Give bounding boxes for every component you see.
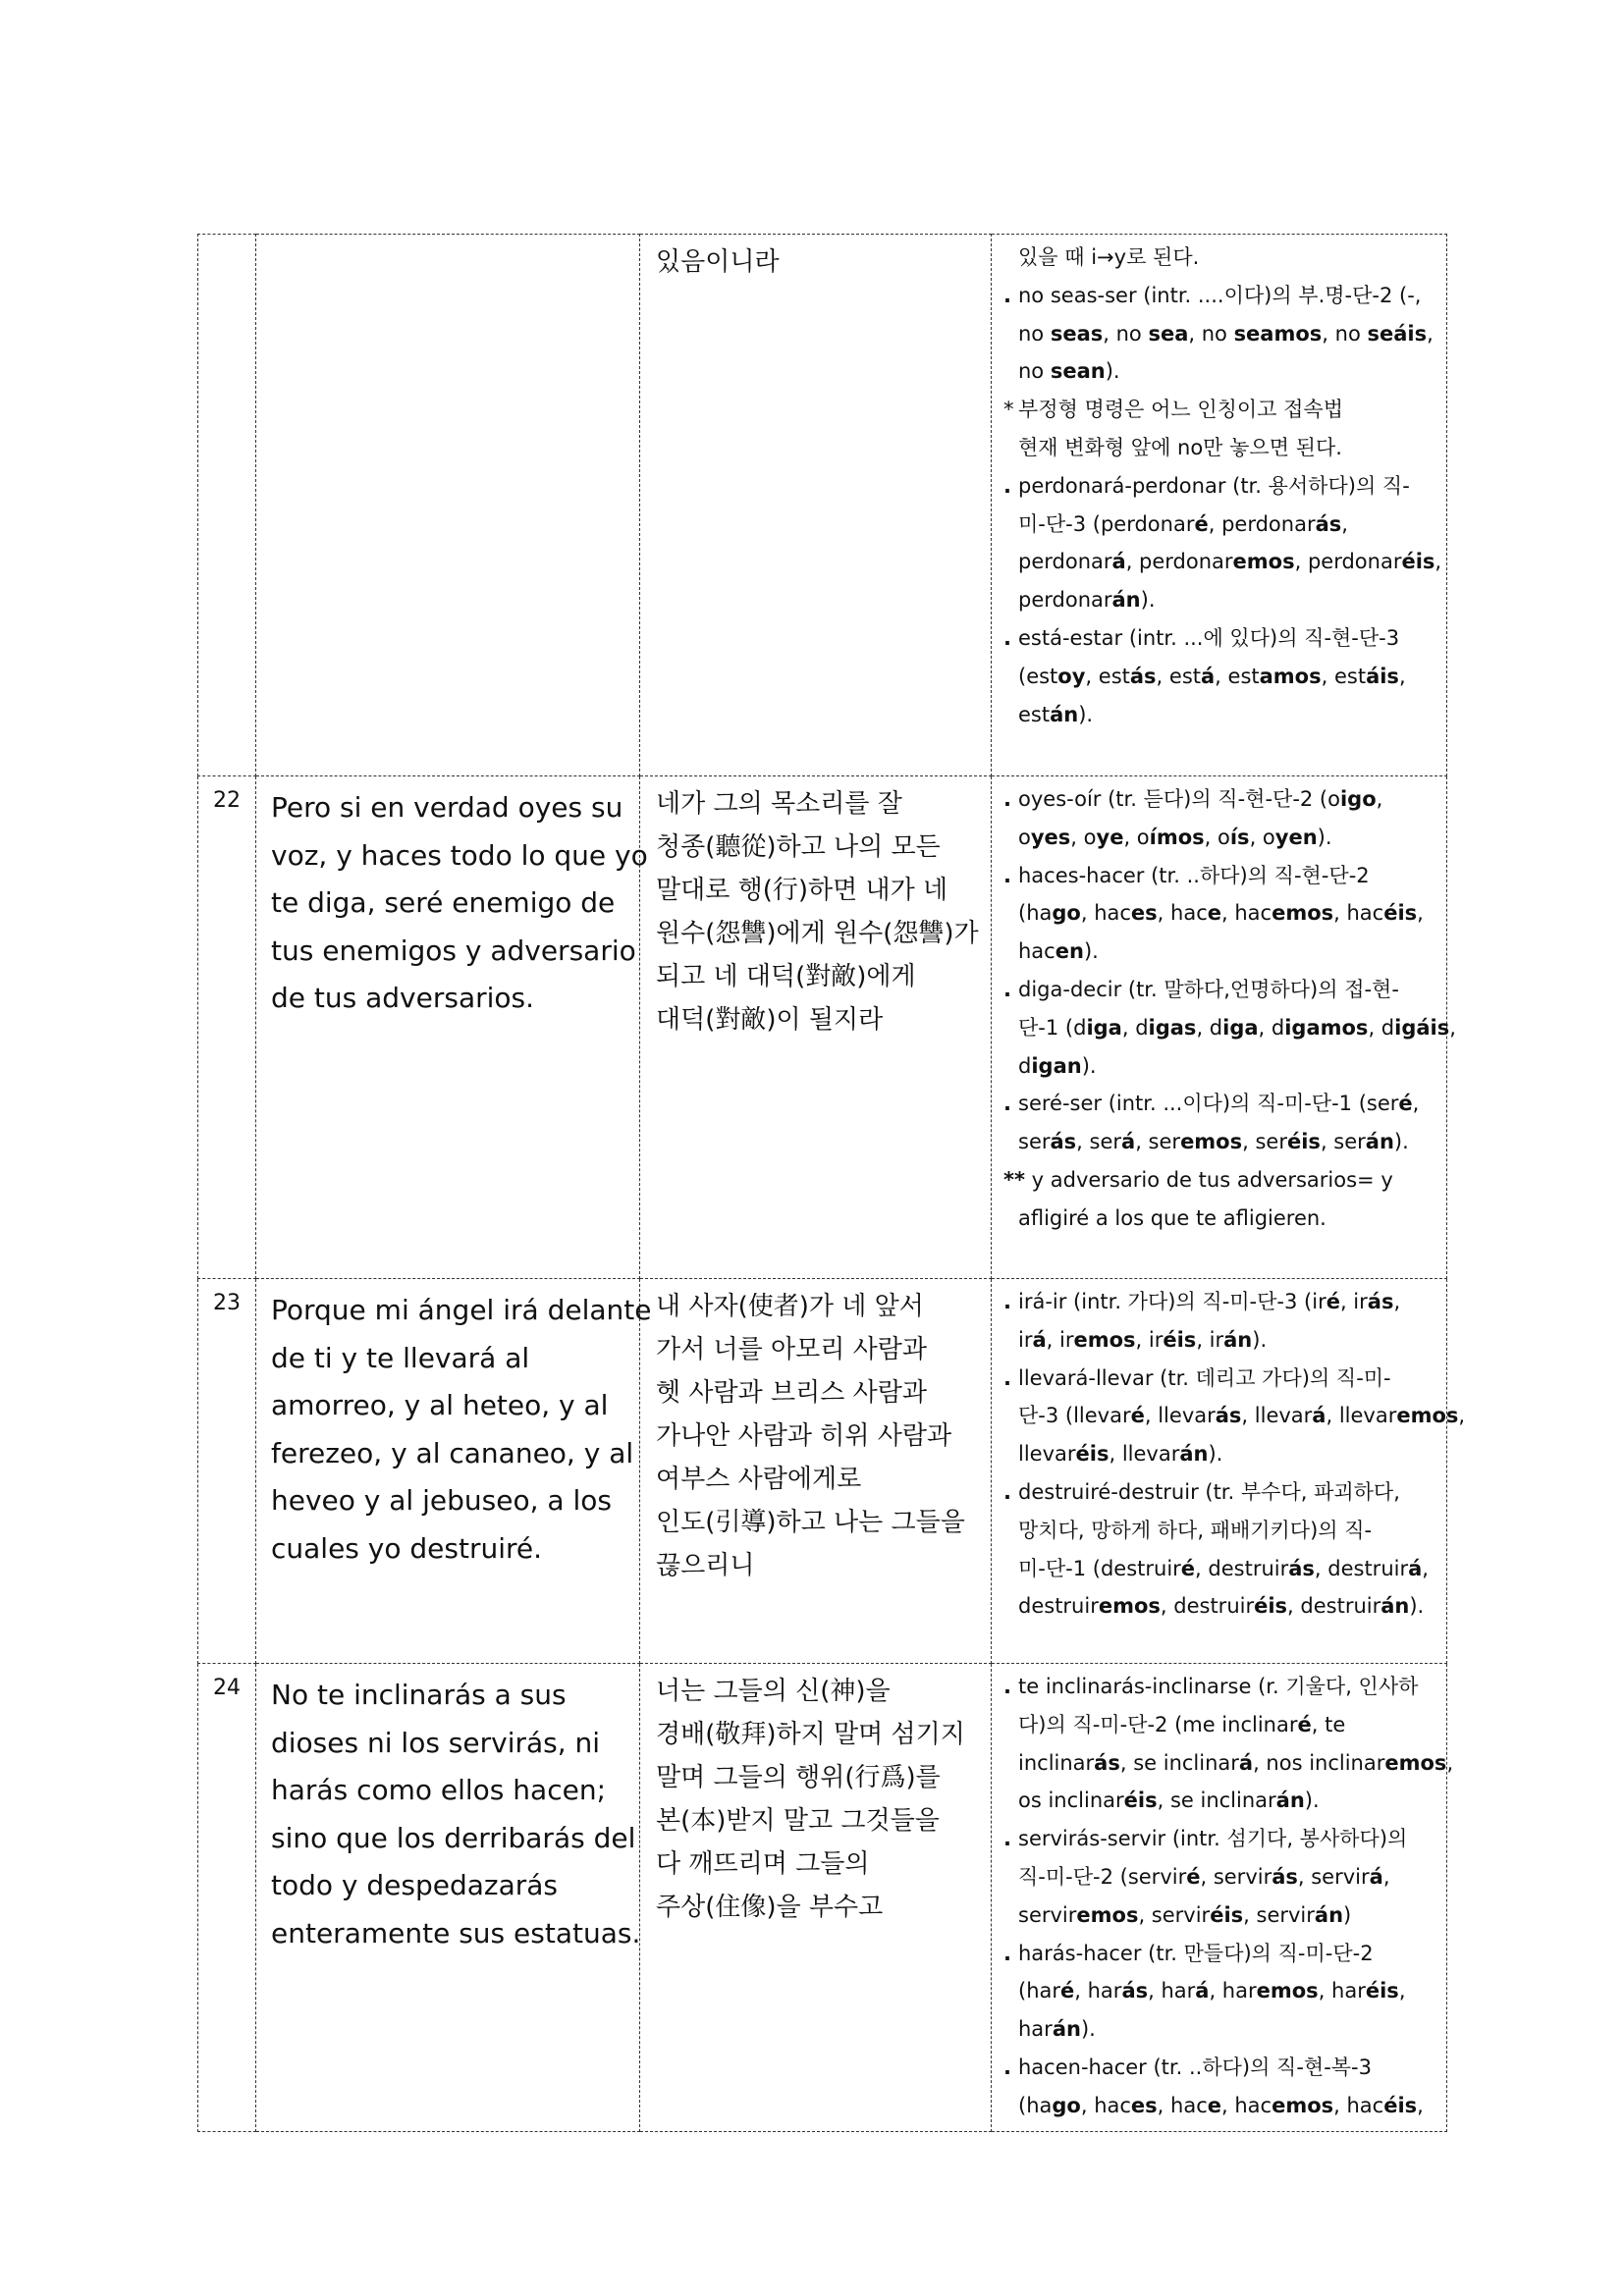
note-line: (estoy, estás, está, estamos, estáis, [1018,664,1406,688]
note-bullet: . [1003,787,1011,811]
note-line: perdonará, perdonaremos, perdonaréis, [1018,550,1442,574]
spanish-line: No te inclinarás a sus [271,1679,567,1711]
note-line: seré-ser (intr. ...이다)의 직-미-단-1 (seré, [1018,1092,1420,1116]
note-bullet: . [1003,2055,1011,2079]
spanish-line: cuales yo destruiré. [271,1531,543,1565]
korean-line: 너는 그들의 신(神)을 [656,1677,891,1706]
korean-line: 되고 네 대덕(對敵)에게 [656,962,916,991]
note-bullet: . [1003,863,1011,887]
note-line: ** y adversario de tus adversarios= y [1003,1167,1393,1192]
note-line: no sean). [1018,359,1120,384]
note-line: 다)의 직-미-단-2 (me inclinaré, te [1018,1712,1346,1736]
korean-line: 있음이니라 [656,247,780,277]
grammar-note [1003,1085,1436,1161]
note-bullet: . [1003,625,1011,650]
note-line: 미-단-1 (destruiré, destruirás, destruirá, [1018,1556,1429,1580]
note-line: 있을 때 i→y로 된다. [1018,245,1200,269]
note-line: afligiré a los que te afligieren. [1018,1205,1326,1230]
note-bullet: . [1003,473,1011,498]
note-bullet: . [1003,977,1011,1001]
note-line: destruiré-destruir (tr. 부수다, 파괴하다, [1018,1479,1400,1504]
spanish-line: dioses ni los servirás, ni [271,1726,601,1759]
korean-line: 내 사자(使者)가 네 앞서 [656,1292,924,1321]
note-line: haces-hacer (tr. ..하다)의 직-현-단-2 [1018,863,1370,887]
spanish-line: de ti y te llevará al [271,1341,530,1374]
note-bullet: . [1003,1365,1011,1390]
spanish-line: Pero si en verdad oyes su [271,791,623,824]
note-line: perdonarán). [1018,588,1156,613]
spanish-line: tus enemigos y adversario [271,934,636,967]
verse-row [198,776,1447,1279]
spanish-text [256,1279,652,1664]
note-line: os inclinaréis, se inclinarán). [1018,1789,1320,1813]
grammar-note [1003,1283,1436,1360]
grammar-note [1003,971,1456,1085]
grammar-note [1003,1935,1436,2049]
note-line: servirás-servir (intr. 섬기다, 봉사하다)의 [1018,1827,1408,1851]
note-line: serás, será, seremos, seréis, serán). [1018,1130,1409,1154]
korean-text [640,776,992,1279]
korean-line: 헷 사람과 브리스 사람과 [656,1378,927,1408]
grammar-note [1003,467,1442,619]
note-line: llevaréis, llevarán). [1018,1442,1223,1467]
note-bullet: . [1003,283,1011,307]
note-line: están). [1018,702,1094,726]
verse-table [197,234,1466,2132]
korean-line: 원수(怨讐)에게 원수(怨讐)가 [656,919,979,948]
spanish-line: de tus adversarios. [271,982,535,1014]
note-line: inclinarás, se inclinará, nos inclinaremos, [1018,1750,1454,1775]
note-line: oyes, oye, oímos, oís, oyen). [1018,825,1332,849]
korean-line: 가나안 사람과 히위 사람과 [656,1421,952,1451]
korean-line: 네가 그의 목소리를 잘 [656,789,902,819]
grammar-note [1003,619,1436,733]
korean-line: 경배(敬拜)하지 말며 섬기지 [656,1720,965,1749]
note-line: hacen). [1018,939,1099,964]
verse-number: 22 [198,776,256,1279]
verse-row [198,1279,1447,1664]
korean-line: 말대로 행(行)하면 내가 네 [656,876,948,905]
note-line: (hago, haces, hace, hacemos, hacéis, [1018,2093,1424,2117]
note-bullet: . [1003,1941,1011,1965]
grammar-note [1003,857,1436,971]
spanish-line: enteramente sus estatuas. [271,1916,641,1949]
note-line: está-estar (intr. ...에 있다)의 직-현-단-3 [1018,625,1400,650]
verse-number: 24 [198,1664,256,2132]
korean-line: 주상(住像)을 부수고 [656,1893,884,1922]
spanish-line: sino que los derribarás del [271,1821,636,1854]
note-line: no seas, no sea, no seamos, no seáis, [1018,321,1434,346]
note-line: oyes-oír (tr. 듣다)의 직-현-단-2 (oigo, [1018,787,1383,811]
note-line: harán). [1018,2017,1096,2042]
korean-line: 여부스 사람에게로 [656,1465,862,1494]
spanish-text [256,235,640,776]
grammar-note [1003,391,1436,467]
note-line: 부정형 명령은 어느 인칭이고 접속법 [1018,398,1343,422]
note-line: 현재 변화형 앞에 no만 놓으면 된다. [1018,435,1342,459]
korean-line: 대덕(對敵)이 될지라 [656,1005,884,1035]
note-line: 직-미-단-2 (serviré, servirás, servirá, [1018,1864,1390,1889]
grammar-notes [992,1664,1454,2132]
note-line: irá, iremos, iréis, irán). [1018,1327,1268,1352]
note-line: 미-단-3 (perdonaré, perdonarás, [1018,511,1348,536]
verse-row [198,235,1447,776]
note-bullet: . [1003,1290,1011,1313]
verse-row [198,1664,1447,2132]
note-line: hacen-hacer (tr. ..하다)의 직-현-복-3 [1018,2055,1372,2079]
korean-line: 다 깨뜨리며 그들의 [656,1849,870,1879]
note-line: digan). [1018,1053,1097,1078]
grammar-note [1003,2049,1436,2125]
note-line: (hago, haces, hace, hacemos, hacéis, [1018,901,1424,926]
spanish-line: te diga, seré enemigo de [271,886,616,919]
verse-number: 23 [198,1279,256,1664]
spanish-line: amorreo, y al heteo, y al [271,1389,609,1421]
korean-text [640,1279,992,1664]
verse-number [198,235,256,776]
note-bullet: . [1003,1092,1011,1116]
note-line: (haré, harás, hará, haremos, haréis, [1018,1979,1406,2003]
korean-text [640,235,992,776]
note-line: perdonará-perdonar (tr. 용서하다)의 직- [1018,473,1410,498]
spanish-line: Porque mi ángel irá delante [271,1294,652,1326]
note-line: diga-decir (tr. 말하다,언명하다)의 접-현- [1018,977,1399,1001]
note-line: no seas-ser (intr. ....이다)의 부.명-단-2 (-, [1018,283,1422,307]
grammar-note [1003,277,1436,391]
korean-line: 끊으리니 [656,1551,755,1580]
spanish-line: harás como ellos hacen; [271,1774,607,1806]
grammar-note [1003,1161,1436,1238]
spanish-line: voz, y haces todo lo que yo [271,838,648,872]
note-bullet: * [1003,398,1014,422]
spanish-text [256,1664,640,2132]
spanish-line: heveo y al jebuseo, a los [271,1484,612,1517]
grammar-notes [992,776,1456,1279]
note-line: destruiremos, destruiréis, destruirán). [1018,1594,1425,1619]
korean-line: 본(本)받지 말고 그것들을 [656,1806,940,1836]
grammar-notes [992,1279,1466,1664]
note-line: 단-3 (llevaré, llevarás, llevará, llevaremos, [1018,1404,1466,1428]
grammar-note [1003,780,1436,857]
note-bullet: . [1003,1675,1011,1698]
note-line: harás-hacer (tr. 만들다)의 직-미-단-2 [1018,1941,1374,1965]
korean-line: 청종(聽從)하고 나의 모든 [656,832,941,862]
note-line: te inclinarás-inclinarse (r. 기울다, 인사하 [1018,1675,1419,1698]
grammar-note [1003,1668,1454,1820]
korean-line: 말며 그들의 행위(行爲)를 [656,1763,941,1792]
spanish-line: ferezeo, y al cananeo, y al [271,1436,634,1469]
korean-line: 가서 너를 아모리 사람과 [656,1335,927,1364]
grammar-note [1003,1473,1436,1626]
note-line: irá-ir (intr. 가다)의 직-미-단-3 (iré, irás, [1018,1290,1401,1313]
note-line: serviremos, serviréis, servirán) [1018,1902,1352,1927]
note-line: 망치다, 망하게 하다, 패배기키다)의 직- [1018,1518,1373,1542]
korean-text [640,1664,992,2132]
grammar-note [1003,239,1436,277]
note-line: 단-1 (diga, digas, diga, digamos, digáis, [1018,1015,1456,1040]
grammar-note [1003,1360,1466,1473]
note-bullet: . [1003,1479,1011,1504]
korean-line: 인도(引導)하고 나는 그들을 [656,1508,965,1537]
spanish-line: todo y despedazarás [271,1869,559,1901]
spanish-text [256,776,648,1279]
note-bullet: . [1003,1827,1011,1851]
grammar-notes [992,235,1447,776]
note-line: llevará-llevar (tr. 데리고 가다)의 직-미- [1018,1365,1391,1390]
grammar-note [1003,1820,1436,1934]
